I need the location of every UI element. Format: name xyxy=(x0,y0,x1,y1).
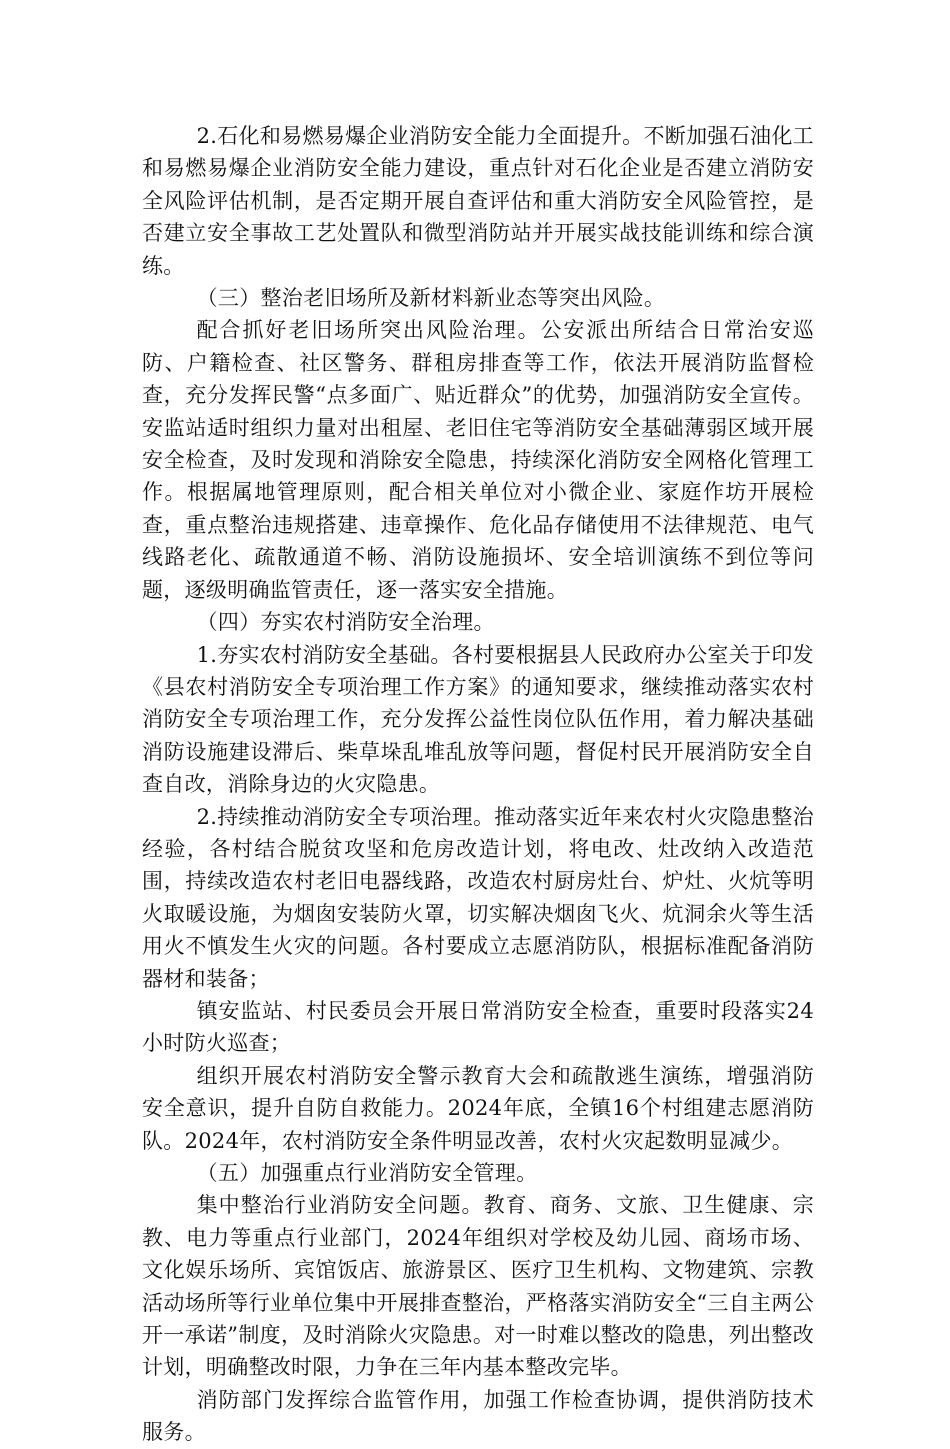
section-heading-4: （四）夯实农村消防安全治理。 xyxy=(196,610,495,635)
paragraph-old-premises: 配合抓好老旧场所突出风险治理。公安派出所结合日常治安巡防、户籍检查、社区警务、群租房排查等工作，依法开展消防监督检查，充分发挥民警“点多面广、贴近群众”的优势，加强消防安全宣传。安监站适时组织力量对出租屋、老旧住宅等消防安全基础薄弱区域开展安全检查，及时发现和消除安全隐患，持续深化消防安全网格化管理工作。根据属地管理原则，配合相关单位对小微企业、家庭作坊开展检查，重点整治违规搭建、违章操作、危化品存储使用不法律规范、电气线路老化、疏散通道不畅、消防设施损坏、安全培训演练不到位等问题，逐级明确监管责任，逐一落实安全措施。 xyxy=(142,318,814,602)
paragraph-petrochemical-safety: 2.石化和易燃易爆企业消防安全能力全面提升。不断加强石油化工和易燃易爆企业消防安全能力建设，重点针对石化企业是否建立消防安全风险评估机制，是否定期开展自查评估和重大消防安全风险管控，是否建立安全事故工艺处置队和微型消防站并开展实战技能训练和综合演练。 xyxy=(142,124,814,278)
paragraph-fire-department: 消防部门发挥综合监管作用，加强工作检查协调，提供消防技术服务。 xyxy=(142,1387,814,1445)
paragraph-daily-inspection: 镇安监站、村民委员会开展日常消防安全检查，重要时段落实24小时防火巡查； xyxy=(142,998,814,1056)
paragraph-rural-special-governance: 2.持续推动消防安全专项治理。推动落实近年来农村火灾隐患整治经验，各村结合脱贫攻坚和危房改造计划，将电改、灶改纳入改造范围，持续改造农村老旧电器线路，改造农村厨房灶台、炉灶、火炕等明火取暖设施，为烟囱安装防火罩，切实解决烟囱飞火、炕洞余火等生活用火不慎发生火灾的问题。各村要成立志愿消防队，根据标准配备消防器材和装备； xyxy=(142,804,814,991)
section-heading-5: （五）加强重点行业消防安全管理。 xyxy=(196,1161,538,1185)
paragraph-rural-foundation: 1.夯实农村消防安全基础。各村要根据县人民政府办公室关于印发《县农村消防安全专项治理工作方案》的通知要求，继续推动落实农村消防安全专项治理工作，充分发挥公益性岗位队伍作用，着力解决基础消防设施建设滞后、柴草垛乱堆乱放等问题，督促村民开展消防安全自查自改，消除身边的火灾隐患。 xyxy=(142,642,814,797)
document-body xyxy=(142,120,814,1449)
section-heading-3: （三）整治老旧场所及新材料新业态等突出风险。 xyxy=(196,286,666,311)
paragraph-industry-rectification: 集中整治行业消防安全问题。教育、商务、文旅、卫生健康、宗教、电力等重点行业部门，2024年组织对学校及幼儿园、商场市场、文化娱乐场所、宾馆饭店、旅游景区、医疗卫生机构、文物建筑、宗教活动场所等行业单位集中开展排查整治，严格落实消防安全“三自主两公开一承诺”制度，及时消除火灾隐患。对一时难以整改的隐患，列出整改计划，明确整改时限，力争在三年内基本整改完毕。 xyxy=(142,1193,814,1380)
paragraph-drills: 组织开展农村消防安全警示教育大会和疏散逃生演练，增强消防安全意识，提升自防自救能力。2024年底，全镇16个村组建志愿消防队。2024年，农村消防安全条件明显改善，农村火灾起数明显减少。 xyxy=(142,1063,814,1153)
